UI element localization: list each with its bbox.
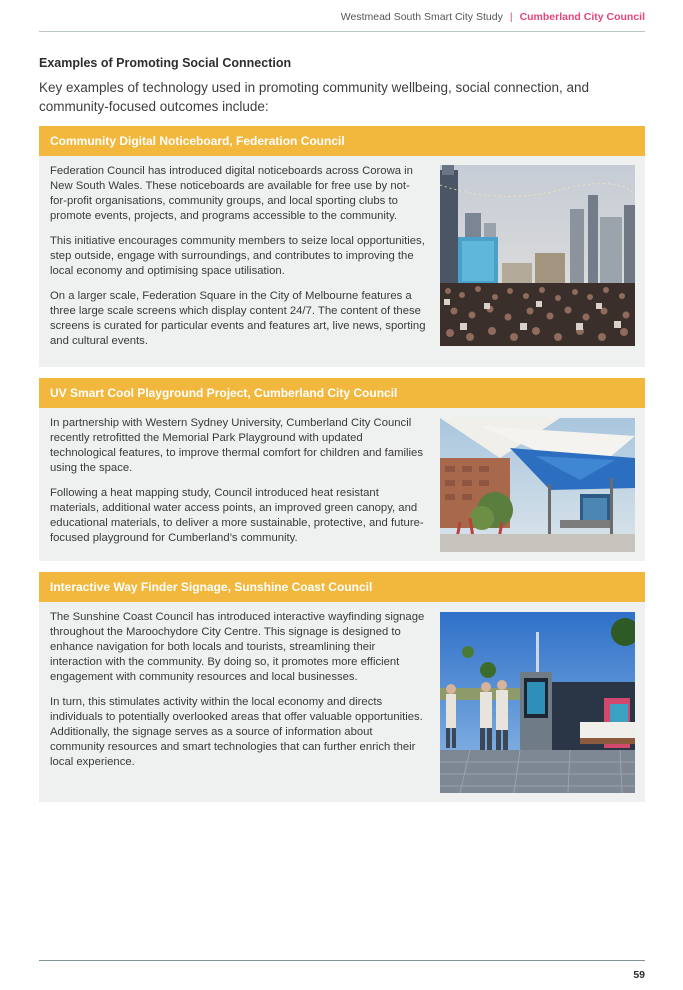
page-header [341, 11, 645, 23]
card-digital-noticeboard [39, 126, 645, 367]
wayfinding-sign-photo [440, 612, 635, 793]
card-cool-playground [39, 378, 645, 561]
card-paragraph: On a larger scale, Federation Square in the City of Melbourne features a three large scale screens which display content 24/7. The content of these screens is curated for particular events and features art, live news, sporting and cultural events. [50, 290, 426, 347]
section-title: Examples of Promoting Social Connection [39, 56, 292, 70]
card-paragraph: In partnership with Western Sydney University, Cumberland City Council recently retrofitted the Memorial Park Playground with updated technological features, to improve thermal comfort for children and families using the space. [50, 417, 423, 474]
footer-divider [39, 960, 645, 961]
section-intro: Key examples of technology used in promoting community wellbeing, social connection, and community-focused outcomes include: [39, 80, 590, 114]
card-paragraph: In turn, this stimulates activity within the local economy and directs individuals to potentially overlooked areas that offer valuable opportunities. Additionally, the signage serves as a source of information about community resources and smart technologies that can further enrich their local experience. [50, 696, 423, 768]
header-council-name: Cumberland City Council [519, 11, 645, 23]
federation-square-photo [440, 165, 635, 346]
card-body [50, 164, 426, 359]
card-body [50, 610, 426, 780]
card-paragraph: Federation Council has introduced digital noticeboards across Corowa in New South Wales. These noticeboards are available for free use by not-for-profit organisations, community groups, and local sporting clubs to promote events, projects, and programs accessible to the community. [50, 165, 413, 222]
card-paragraph: The Sunshine Coast Council has introduced interactive wayfinding signage throughout the Maroochydore City Centre. This signage is designed to enhance navigation for both locals and tourists, streamlining their interaction with the community. By doing so, it promotes more efficient engagement with community resources and local businesses. [50, 611, 425, 683]
card-body [50, 416, 426, 556]
page-number: 59 [633, 969, 645, 981]
card-title: UV Smart Cool Playground Project, Cumberland City Council [39, 378, 645, 408]
card-title: Community Digital Noticeboard, Federation Council [39, 126, 645, 156]
card-paragraph: This initiative encourages community members to seize local opportunities, step outside, engage with surroundings, and contributes to improving the local economy and optimising space utilisation. [50, 235, 425, 277]
card-paragraph: Following a heat mapping study, Council introduced heat resistant materials, additional water access points, an improved green canopy, and educational materials, to deliver a more sustainable, protective, and future-focused playground for Cumberland’s community. [50, 487, 424, 544]
header-separator: | [509, 11, 513, 23]
card-wayfinder-signage [39, 572, 645, 802]
playground-photo [440, 418, 635, 552]
header-divider [39, 31, 645, 32]
card-title: Interactive Way Finder Signage, Sunshine Coast Council [39, 572, 645, 602]
header-study-title: Westmead South Smart City Study [340, 11, 503, 23]
